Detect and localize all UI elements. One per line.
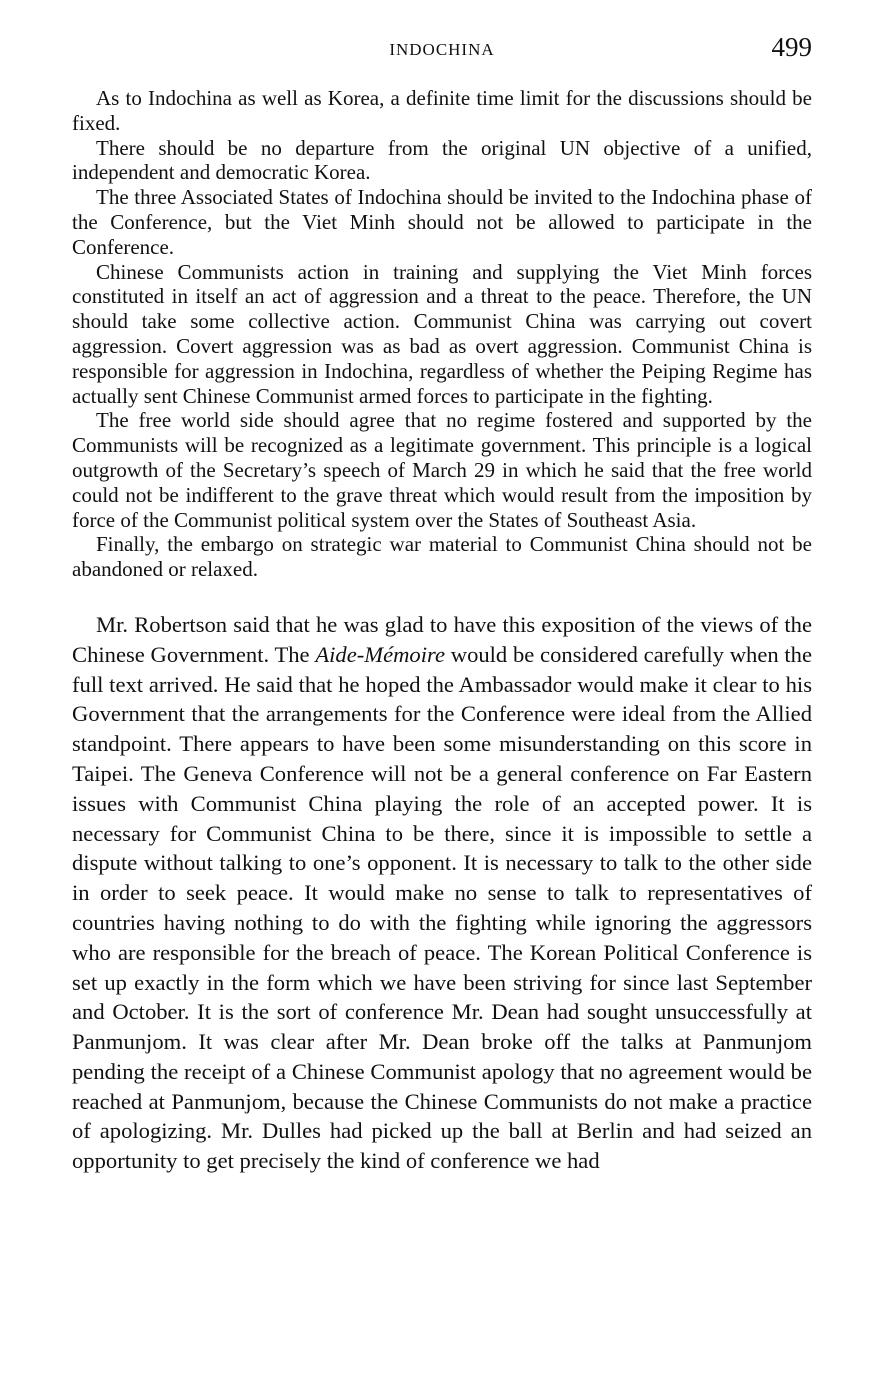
point-associated-states: The three Associated States of Indochina should be invited to the Indochina phase of the Conference, but the Viet Minh should not be allowed to participate in the Conference.	[72, 185, 812, 259]
document-page	[72, 30, 812, 1176]
response-paragraph	[72, 610, 812, 1176]
page-number: 499	[771, 32, 812, 62]
response-text-before: Mr. Robertson said that he was glad to have this exposition of the views of the Chinese Government. The	[72, 611, 812, 667]
point-embargo: Finally, the embargo on strategic war material to Communist China should not be abandoned or relaxed.	[72, 532, 812, 582]
chinese-position-points	[72, 86, 812, 582]
point-time-limit: As to Indochina as well as Korea, a definite time limit for the discussions should be fixed.	[72, 86, 812, 135]
point-chinese-aggression: Chinese Communists action in training and supplying the Viet Minh forces constituted in itself an act of aggression and a threat to the peace. Therefore, the UN should take some collective action. Communist China was carrying out covert aggression. Covert aggression was as bad as overt aggression. Communist China is responsible for aggression in Indochina, regardless of whether the Peiping Regime has actually sent Chinese Communist armed forces to participate in the fighting.	[72, 259, 812, 408]
running-head	[72, 30, 812, 70]
robertson-response	[72, 610, 812, 1176]
point-no-recognition: The free world side should agree that no regime fostered and supported by the Communists will be recognized as a legitimate government. This principle is a logical outgrowth of the Secretary’s speech of March 29 in which he said that the free world could not be indifferent to the grave threat which would result from the imposition by force of the Communist political system over the States of Southeast Asia.	[72, 408, 812, 532]
aide-memoire-term: Aide-Mémoire	[315, 641, 445, 667]
running-title: INDOCHINA	[389, 40, 495, 59]
point-korea-objective: There should be no departure from the original UN objective of a unified, independent and democratic Korea.	[72, 135, 812, 185]
response-text-after: would be considered carefully when the full text arrived. He said that he hoped the Ambassador would make it clear to his Government that the arrangements for the Conference were ideal from the Allied standpoint. There appears to have been some misunderstanding on this score in Taipei. The Geneva Conference will not be a general conference on Far Eastern issues with Communist China playing the role of an accepted power. It is necessary for Communist China to be there, since it is impossible to settle a dispute without talking to one’s opponent. It is necessary to talk to the other side in order to seek peace. It would make no sense to talk to representatives of countries having nothing to do with the fighting while ignoring the aggressors who are responsible for the breach of peace. The Korean Political Conference is set up exactly in the form which we have been striving for since last September and October. It is the sort of conference Mr. Dean had sought unsuccessfully at Panmunjom. It was clear after Mr. Dean broke off the talks at Panmunjom pending the receipt of a Chinese Communist apology that no agreement would be reached at Panmunjom, because the Chinese Communists do not make a practice of apologizing. Mr. Dulles had picked up the ball at Berlin and had seized an opportunity to get precisely the kind of conference we had	[72, 641, 812, 1174]
